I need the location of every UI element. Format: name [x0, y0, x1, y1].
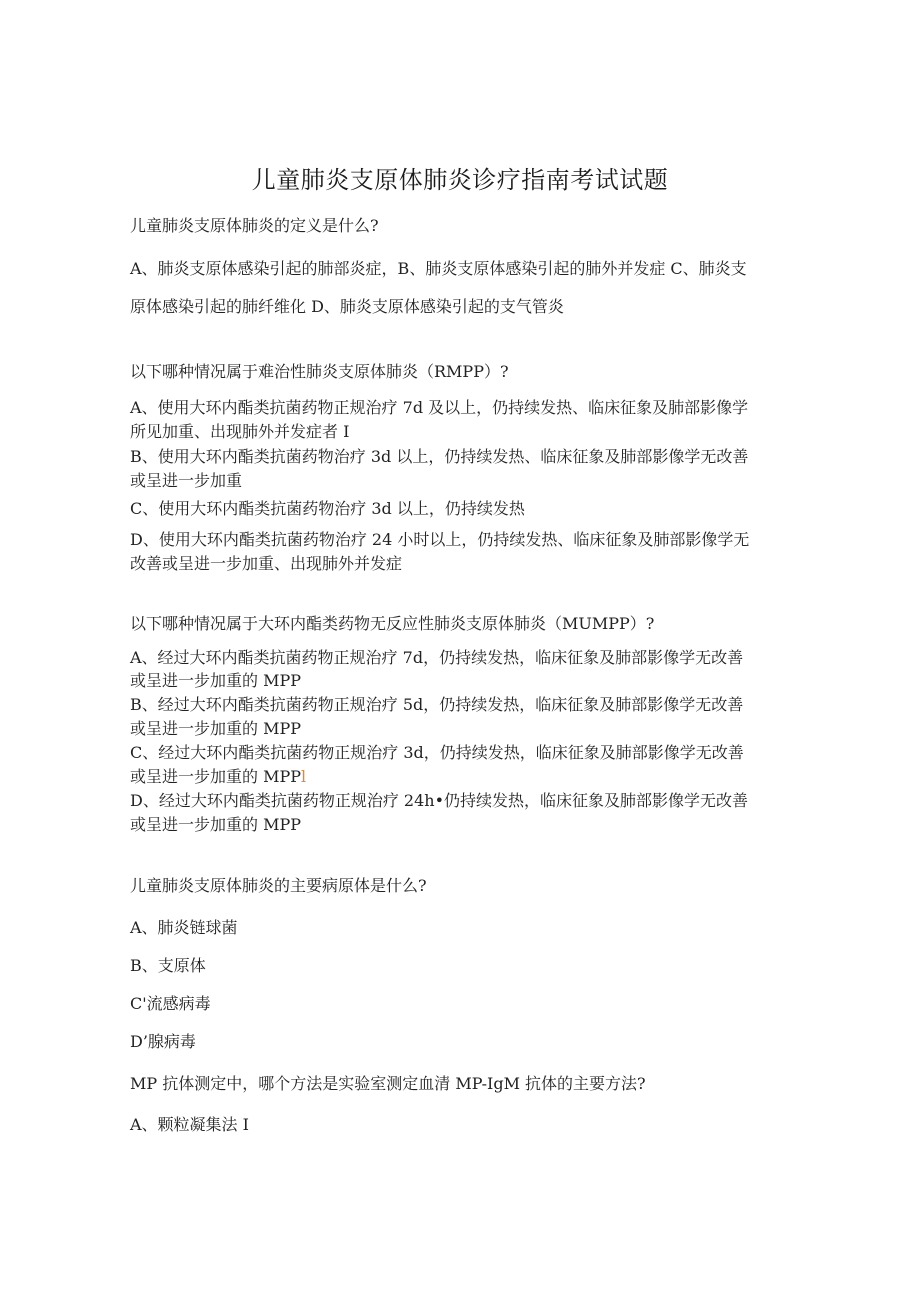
q5-question: MP 抗体测定中，哪个方法是实验室测定血清 MP-IgM 抗体的主要方法? — [130, 1074, 646, 1093]
document-title: 儿童肺炎支原体肺炎诊疗指南考试试题 — [251, 166, 669, 194]
q3-option-c-line-2-text: 或呈进一步加重的 MPP — [130, 767, 302, 786]
q3-option-c-line-1: C、经过大环内酯类抗菌药物正规治疗 3d，仍持续发热，临床征象及肺部影像学无改善 — [130, 743, 744, 762]
q3-option-b-line-1: B、经过大环内酯类抗菌药物正规治疗 5d，仍持续发热，临床征象及肺部影像学无改善 — [130, 695, 744, 714]
q2-option-d-line-2: 改善或呈进一步加重、出现肺外并发症 — [130, 554, 403, 573]
q2-option-d-line-1: D、使用大环内酯类抗菌药物治疗 24 小时以上，仍持续发热、临床征象及肺部影像学无 — [130, 530, 750, 549]
q3-option-d-line-1: D、经过大环内酯类抗菌药物正规治疗 24h•仍持续发热，临床征象及肺部影像学无改善 — [130, 791, 749, 810]
q3-question: 以下哪种情况属于大环内酯类药物无反应性肺炎支原体肺炎（MUMPP）? — [130, 614, 655, 633]
q4-option-d: D’腺病毒 — [130, 1032, 196, 1051]
q1-options-line-1: A、肺炎支原体感染引起的肺部炎症，B、肺炎支原体感染引起的肺外并发症 C、肺炎支 — [130, 259, 747, 278]
q3-option-d-line-2: 或呈进一步加重的 MPP — [130, 815, 302, 834]
q1-options-line-2: 原体感染引起的肺纤维化 D、肺炎支原体感染引起的支气管炎 — [130, 297, 564, 316]
q3-option-a-line-2: 或呈进一步加重的 MPP — [130, 671, 302, 690]
q3-option-c-line-2 — [130, 765, 810, 789]
q1-question: 儿童肺炎支原体肺炎的定义是什么? — [130, 216, 379, 235]
q2-option-a-line-2: 所见加重、出现肺外并发症者 I — [130, 422, 350, 441]
q4-option-c: C'流感病毒 — [130, 994, 211, 1013]
q2-option-b-line-1: B、使用大环内酯类抗菌药物治疗 3d 以上，仍持续发热、临床征象及肺部影像学无改善 — [130, 447, 749, 466]
q2-option-b-line-2: 或呈进一步加重 — [130, 471, 243, 490]
q2-option-c-line-1: C、使用大环内酯类抗菌药物治疗 3d 以上，仍持续发热 — [130, 499, 525, 518]
q4-option-a: A、肺炎链球菌 — [130, 918, 238, 937]
q4-option-b: B、支原体 — [130, 956, 206, 975]
q3-option-b-line-2: 或呈进一步加重的 MPP — [130, 719, 302, 738]
q2-option-a-line-1: A、使用大环内酯类抗菌药物正规治疗 7d 及以上，仍持续发热、临床征象及肺部影像学 — [130, 398, 749, 417]
q4-question: 儿童肺炎支原体肺炎的主要病原体是什么? — [130, 876, 427, 895]
q3-option-c-mark: l — [301, 767, 307, 786]
q2-question: 以下哪种情况属于难治性肺炎支原体肺炎（RMPP）? — [130, 362, 509, 381]
q5-option-a: A、颗粒凝集法 I — [130, 1115, 249, 1134]
q3-option-a-line-1: A、经过大环内酯类抗菌药物正规治疗 7d，仍持续发热，临床征象及肺部影像学无改善 — [130, 648, 744, 667]
